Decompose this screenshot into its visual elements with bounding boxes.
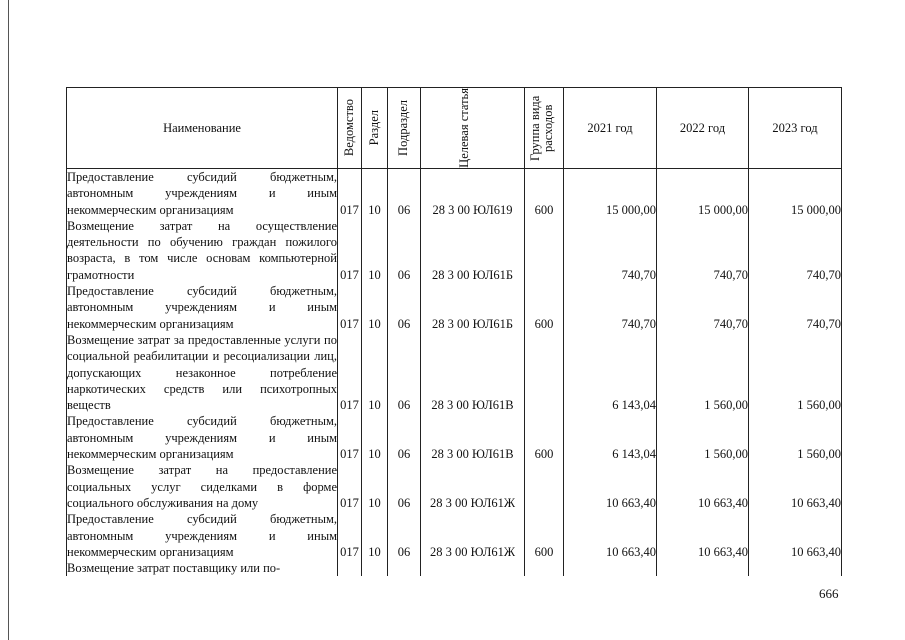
row-2022: 1 560,00 <box>657 413 749 462</box>
row-group <box>525 332 564 413</box>
row-group: 600 <box>525 413 564 462</box>
row-name: Возмещение затрат за предоставленные услуги по социальной реабилитации и ресоциализации лиц, допускающих незаконное потребление наркотических средств или психотропных веществ <box>67 332 337 413</box>
row-ministry: 017 <box>338 218 362 283</box>
row-2021: 6 143,04 <box>564 332 657 413</box>
row-2022: 10 663,40 <box>657 462 749 511</box>
row-name: Предоставление субсидий бюджетным, автономным учреждениям и иным некоммерческим организациям <box>67 414 337 462</box>
row-target: 28 3 00 ЮЛ619 <box>421 169 525 218</box>
row-section: 10 <box>362 413 388 462</box>
table-row <box>67 218 842 283</box>
row-section: 10 <box>362 462 388 511</box>
header-2022: 2022 год <box>657 88 749 169</box>
row-ministry: 017 <box>338 283 362 332</box>
row-name: Возмещение затрат на осуществление деятельности по обучению граждан пожилого возраста, в том числе основам компьютерной грамотности <box>67 218 337 282</box>
header-expense-group: Группа вида расходов <box>525 88 564 169</box>
table-row <box>67 283 842 332</box>
row-group <box>525 462 564 511</box>
row-2021: 15 000,00 <box>564 169 657 218</box>
row-target: 28 3 00 ЮЛ61Б <box>421 218 525 283</box>
row-name: Предоставление субсидий бюджетным, автономным учреждениям и иным некоммерческим организациям <box>67 284 337 331</box>
row-target: 28 3 00 ЮЛ61В <box>421 332 525 413</box>
row-2023: 740,70 <box>749 283 842 332</box>
header-ministry: Ведомство <box>338 88 362 169</box>
page-margin-line <box>8 0 9 640</box>
row-subsection: 06 <box>388 169 421 218</box>
row-target: 28 3 00 ЮЛ61Б <box>421 283 525 332</box>
table-header-row <box>67 88 842 169</box>
row-2022: 15 000,00 <box>657 169 749 218</box>
row-target: 28 3 00 ЮЛ61Ж <box>421 462 525 511</box>
header-target: Целевая статья <box>421 88 525 169</box>
row-name: Возмещение затрат поставщику или по- <box>67 560 338 576</box>
row-subsection: 06 <box>388 413 421 462</box>
row-2021: 10 663,40 <box>564 511 657 560</box>
row-name: Предоставление субсидий бюджетным, автономным учреждениям и иным некоммерческим организациям <box>67 512 337 559</box>
row-section: 10 <box>362 283 388 332</box>
row-2023: 10 663,40 <box>749 511 842 560</box>
row-2022: 740,70 <box>657 218 749 283</box>
row-ministry: 017 <box>338 332 362 413</box>
table-row <box>67 511 842 560</box>
header-section: Раздел <box>362 88 388 169</box>
row-2023: 10 663,40 <box>749 462 842 511</box>
row-section: 10 <box>362 218 388 283</box>
page-number: 666 <box>819 586 839 601</box>
row-ministry <box>338 560 362 576</box>
row-ministry: 017 <box>338 413 362 462</box>
row-target <box>421 560 525 576</box>
row-2023: 1 560,00 <box>749 332 842 413</box>
row-name: Предоставление субсидий бюджетным, автономным учреждениям и иным некоммерческим организациям <box>67 170 337 217</box>
row-2022: 10 663,40 <box>657 511 749 560</box>
row-2021: 10 663,40 <box>564 462 657 511</box>
row-2022: 1 560,00 <box>657 332 749 413</box>
row-target: 28 3 00 ЮЛ61Ж <box>421 511 525 560</box>
row-2021: 6 143,04 <box>564 413 657 462</box>
row-section: 10 <box>362 169 388 218</box>
row-subsection: 06 <box>388 511 421 560</box>
row-ministry: 017 <box>338 169 362 218</box>
row-group: 600 <box>525 169 564 218</box>
row-group <box>525 218 564 283</box>
table-row <box>67 169 842 218</box>
header-name: Наименование <box>67 88 338 169</box>
table-row <box>67 462 842 511</box>
header-subsection: Подраздел <box>388 88 421 169</box>
row-subsection: 06 <box>388 283 421 332</box>
row-subsection: 06 <box>388 332 421 413</box>
row-2023: 740,70 <box>749 218 842 283</box>
row-target: 28 3 00 ЮЛ61В <box>421 413 525 462</box>
row-ministry: 017 <box>338 511 362 560</box>
row-2023: 15 000,00 <box>749 169 842 218</box>
header-2021: 2021 год <box>564 88 657 169</box>
row-section: 10 <box>362 511 388 560</box>
row-section <box>362 560 388 576</box>
row-2022 <box>657 560 749 576</box>
row-2021: 740,70 <box>564 218 657 283</box>
table-row <box>67 332 842 413</box>
row-group: 600 <box>525 511 564 560</box>
row-2022: 740,70 <box>657 283 749 332</box>
header-2023: 2023 год <box>749 88 842 169</box>
row-subsection: 06 <box>388 218 421 283</box>
table-row <box>67 560 842 576</box>
row-section: 10 <box>362 332 388 413</box>
row-2021 <box>564 560 657 576</box>
row-group: 600 <box>525 283 564 332</box>
row-2023 <box>749 560 842 576</box>
budget-table <box>66 87 842 576</box>
row-group <box>525 560 564 576</box>
row-subsection: 06 <box>388 462 421 511</box>
row-2023: 1 560,00 <box>749 413 842 462</box>
row-subsection <box>388 560 421 576</box>
row-name: Возмещение затрат на предоставление социальных услуг сиделками в форме социального обслуживания на дому <box>67 463 337 510</box>
table-row <box>67 413 842 462</box>
row-ministry: 017 <box>338 462 362 511</box>
row-2021: 740,70 <box>564 283 657 332</box>
